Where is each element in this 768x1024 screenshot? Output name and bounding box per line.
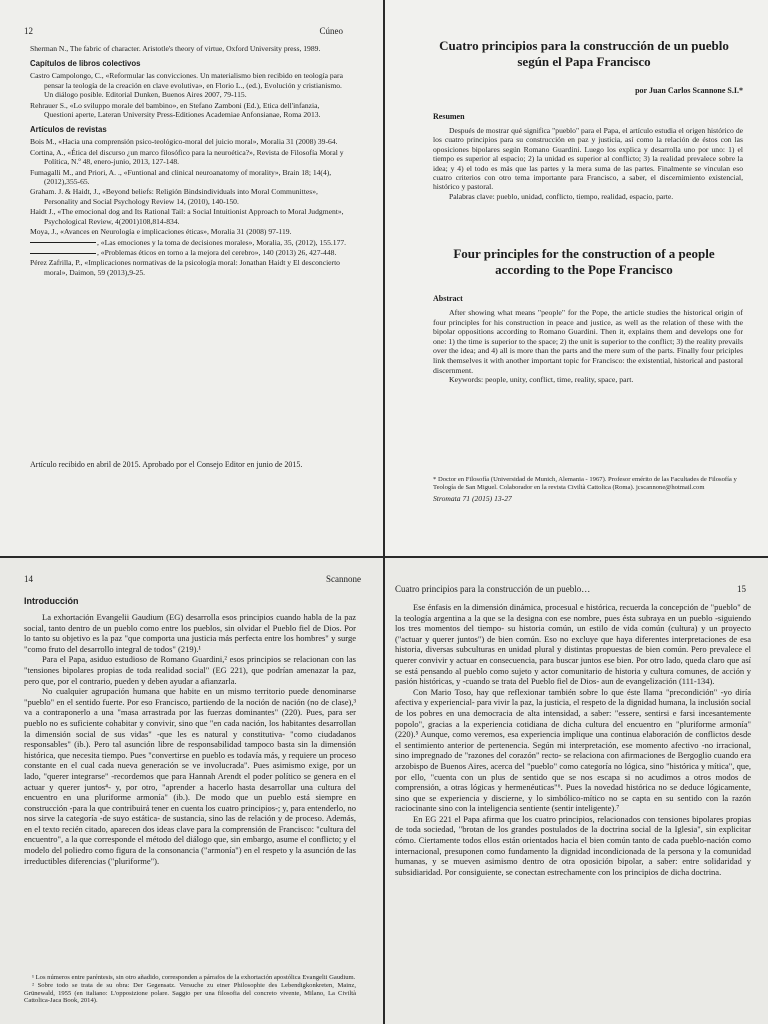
running-head: Cuatro principios para la construcción de un pueblo… bbox=[395, 584, 591, 594]
reference-list bbox=[30, 44, 350, 278]
reference-entry: Rehrauer S., «Lo sviluppo morale del bambino», en Stefano Zamboni (Ed.), Etica dell'infanzia, Questioni aperte, Lateran University Press-Editiones Academiae Anfonsianae, Roma 2013. bbox=[30, 100, 321, 120]
running-head: Scannone bbox=[326, 574, 361, 584]
reference-entry: Moya, J., «Avances en Neurología e implicaciones éticas», Moralia 31 (2008) 97-119. bbox=[30, 227, 292, 237]
main-text bbox=[395, 602, 751, 877]
section-heading: Introducción bbox=[24, 596, 79, 606]
page-12 bbox=[0, 0, 383, 556]
reference-entry: , «Problemas éticos en torno a la mejora del cerebro», 140 (2013) 26, 427-448. bbox=[30, 248, 350, 257]
section-heading-chapters: Capítulos de libros colectivos bbox=[30, 59, 141, 69]
page-14 bbox=[0, 558, 383, 1024]
author-line: por Juan Carlos Scannone S.I.* bbox=[635, 86, 743, 95]
article-title-es: Cuatro principios para la construcción de un pueblo según el Papa Francisco bbox=[439, 38, 729, 69]
reference-entry: Bois M., «Hacia una comprensión psico-teológico-moral del juicio moral», Moralia 31 (2008) 39-64. bbox=[30, 137, 338, 147]
page-13 bbox=[385, 0, 768, 556]
footnotes bbox=[24, 974, 356, 1005]
repeat-author-line bbox=[30, 242, 96, 243]
palabras-clave: Palabras clave: pueblo, unidad, conflicto, tiempo, realidad, espacio, parte. bbox=[449, 191, 674, 201]
page-number: 12 bbox=[24, 26, 33, 36]
reference-entry: , «Las emociones y la toma de decisiones morales», Moralia, 35, (2012), 155.177. bbox=[30, 238, 350, 247]
footnote: ¹ Los números entre paréntesis, sin otro añadido, corresponden a párrafos de la exhortación apostólica Evangelii Gaudium. bbox=[32, 974, 356, 981]
received-note: Artículo recibido en abril de 2015. Aprobado por el Consejo Editor en junio de 2015. bbox=[30, 460, 303, 469]
running-head: Cúneo bbox=[319, 26, 343, 36]
reference-entry: Cortina, A., «Ética del discurso ¿un marco filosófico para la neuroética?», Revista de Filosofía Moral y Política, N.º 48, enero-junio, 2013, 127-148. bbox=[30, 147, 344, 167]
reference-entry: Haidt J., «The emocional dog and Its Rational Tail: a Social Intuitionist Approach to Moral Judgment», Psychological Review, 4(2001)108,814-834. bbox=[30, 207, 344, 226]
reference-entry: Castro Campolongo, C., «Reformular las convicciones. Un materialismo bien recibido en teología para pensar la teología de la creación en clave evolutiva», en Florio L., (ed.), Evolución y cristianismo. Un diálogo posible. Editorial Dunken, Buenos Aires 2007, 79-115. bbox=[30, 71, 343, 100]
main-text bbox=[24, 596, 356, 866]
page-number: 15 bbox=[737, 584, 746, 594]
reference-entry: Fumagalli M., and Priori, A. ., «Funtional and clinical neuroanatomy of morality», Brain 18; 14(4), (2012),355-65. bbox=[30, 167, 332, 187]
reference-entry: Sherman N., The fabric of character. Aristotle's theory of virtue, Oxford University press, 1989. bbox=[30, 44, 321, 53]
keywords: Keywords: people, unity, conflict, time, reality, space, part. bbox=[449, 375, 634, 385]
reference-entry: Pérez Zafrilla, P., «Implicaciones normativas de la psicología moral: Jonathan Haidt y El desconcierto moral», Daimon, 59 (2013),9-25. bbox=[30, 258, 340, 277]
reference-entry: Graham. J. & Haidt, J., «Beyond beliefs: Religión Bindsindividuals into Moral Communittes», Personality and Social Psychology Review 14, (2010), 140-150. bbox=[30, 187, 318, 206]
page-number: 14 bbox=[24, 574, 33, 584]
repeat-author-line bbox=[30, 253, 96, 254]
paragraph: La exhortación Evangelii Gaudium (EG) desarrolla esos principios cuando habla de la paz social, tanto dentro de un pueblo como entre los pueblos, sin olvidar el Pueblo fiel de Dios. Por lo tanto su objetivo es la paz "que comporta una justicia más perfecta entre los hombres" y surge "como fruto del desarrollo integral de todos" (219).¹ bbox=[24, 612, 356, 654]
journal-citation: Stromata 71 (2015) 13-27 bbox=[433, 494, 512, 504]
author-footnote: * Doctor en Filosofía (Universidad de Munich, Alemania - 1967). Profesor emérito de las Facultades de Filosofía y Teología de San Miguel. Colaborador en la revista Civiltà Cattolica (Roma). jcscannone@hotmail.com bbox=[433, 476, 737, 492]
resumen-label: Resumen bbox=[433, 112, 465, 121]
abstract-label: Abstract bbox=[433, 294, 463, 303]
section-heading-articles: Artículos de revistas bbox=[30, 125, 107, 135]
article-title-en: Four principles for the construction of a people according to the Pope Francisco bbox=[453, 246, 715, 277]
footnote: ² Sobre todo se trata de su obra: Der Gegensatz. Versuche zu einer Philosophie des Lebendigkonkreten, Mainz, Grünewald, 1955 (en italiano: L'opposizione polare. Saggio per una filosofia del concreto vivente, Milano, La Civiltà Cattolica-Jaca Book, 2014). bbox=[24, 981, 356, 1005]
paragraph: No cualquier agrupación humana que habite en un mismo territorio puede denominarse "pueblo" en el sentido fuerte. Por eso Francisco, partiendo de la noción de nación (no de clase),³ va a contraponerlo a una "masa arrastrada por las fuerzas dominantes" (220). Pues, para ser pueblo no es suficiente cohabitar y convivir, sino que "en cada nación, los habitantes desarrollan la dimensión social de sus vidas" -que les es natural y constitutiva- "como ciudadanos responsables" (ib.). Pero tal asunción libre de responsabilidad tampoco basta sin la dimensión histórica, que necesita tiempo. Pues "convertirse en pueblo es todavía más, y requiere un proceso constante en el cual cada nueva generación se ve involucrada". Pues asimismo exige, por un lado, "querer integrarse" -recordemos que para Hannah Arendt el poder político se genera en el actuar y querer juntos⁴- y, por otro, "aprender a hacerlo hasta desarrollar una cultura del encuentro en una pluriforme armonía" (ib.). De modo que un pueblo está siempre en construcción -para la que contribuirá tener en cuenta los cuatro principios-; y, para entenderlo, no nos sirve la categoría -de suyo estática- de sustancia, sino las de relación y de proceso. Además, en el texto recién citado, aparecen dos ideas clave para la comprensión de Francisco: "cultura del encuentro", a la que corresponde el método del diálogo que, sin embargo, asume el conflicto; y el modelo del poliedro como figura de la consonancia ("armonía") en el respeto y la asunción de las irreductibles diferencias ("pluriforme"). bbox=[24, 686, 356, 866]
paragraph: Para el Papa, asiduo estudioso de Romano Guardini,² esos principios se relacionan con las "tensiones bipolares propias de toda realidad social" (EG 221), que podrían amenazar la paz, pero que, por el contrario, pueden y deben ayudar a afianzarla. bbox=[24, 654, 356, 686]
page-15 bbox=[385, 558, 768, 1024]
abstract-text: After showing what means "people" for the Pope, the article studies the historical origin of four principles for his construction in peace and justice, as well as the relation of these with the bipolar oppositions according to Romano Guardini. Then it, explains them and develops one for one: 1) the time is superior to the space; 2) the unit is superior to the conflict; 3) the reality prevails over the idea; and 4) all is more than the parts and the mere sum of the parts. Finally four priciples link themselves it with another important topic for Francisco: the existential, historical and pastoral discernment. bbox=[433, 308, 743, 375]
paragraph: En EG 221 el Papa afirma que los cuatro principios, relacionados con tensiones bipolares propias de toda sociedad, "brotan de los grandes postulados de la doctrina social de la Iglesia", sin explicitar cómo. Ciertamente todos ellos están orientados hacia el bien común tanto de cada pueblo-nación como internacional, presuponen como fundamento la dignidad incondicionada de la persona y la comunidad humanas, y se mueven asimismo dentro de otra oposición bipolar, a saber: entre solidaridad y subsidiaridad. Por consiguiente, se conectan estrechamente con los principios de dicha doctrina. bbox=[395, 813, 751, 877]
paragraph: Con Mario Toso, hay que reflexionar también sobre lo que éste llama "precondición" -yo diría afectiva y experiencial- para vivir la paz, la justicia, el respeto de la dignidad humana, la inclusión social de los pobres en una democracia de alta intensidad, a saber: "essere, sentirsi e farsi incesantemente popolo", gracias a la experiencia cotidiana de dicha cultura del encuentro en "pluriforme armonía" (220).⁵ Aunque, como veremos, esa experiencia implique una continua elaboración de conflictos desde el sentimiento anterior de pertenencia. Según mi interpretación, ese momento afectivo -no irracional, sino impregnado de "razones del corazón" recto- se relaciona con afirmaciones de Bergoglio cuando era arzobispo de Buenos Aires, acerca del "pueblo" como categoría no lógica, sino "histórica y mítica", que, por ello, "cuenta con un plus de sentido que se nos escapa si no acudimos a otros modos de comprensión, a otras lógicas y hermenéuticas"⁶. Pues la novedad histórica no se deduce lógicamente, sino que se experiencia y discierne, y lo simbólico-mítico no se capta en su sentido con la razón raciocinante sino con la inteligencia sentiente (sentir inteligente).⁷ bbox=[395, 686, 751, 814]
resumen-text: Después de mostrar qué significa "pueblo" para el Papa, el artículo estudia el origen histórico de los cuatro principios para su construcción en paz y justicia, así como la relación de éstos con las oposiciones bipolares según Romano Guardini. Luego los explica y desarrolla uno por uno: 1) el tiempo es superior al espacio; 2) la unidad es superior al conflicto; 3) la realidad prevalece sobre la idea; y 4) el todo es más que las partes y la mera suma de las partes. Finalmente se vinculan eso cuatro criterios con otro tema importante para Francisco, a saber, el discernimiento existencial, histórico y pastoral. bbox=[433, 126, 743, 192]
paragraph: Ese énfasis en la dimensión dinámica, procesual e histórica, recuerda la concepción de "pueblo" de la teología argentina a la que se la designa con ese nombre, pues ésta subraya en un pueblo -siguiendo los tres momentos del tiempo- su historia común, un estilo de vida común (cultura) y un proyecto ("actuar y querer juntos") de bien común. Eso no excluye que haya diferentes interpretaciones de esa historia, diversas subculturas en unidad plural y distintas propuestas de bien común. Pero prevalece el querer convivir y actuar en consecuencia, para buscar juntos ese bien. Por otro lado, queda claro que así se está pensando al pueblo como sujeto y actor comunitario de historia y cultura comunes, de acción y pasión históricas, y -cuando se trata del Pueblo fiel de Dios- aun de evangelización (111-134). bbox=[395, 602, 751, 687]
